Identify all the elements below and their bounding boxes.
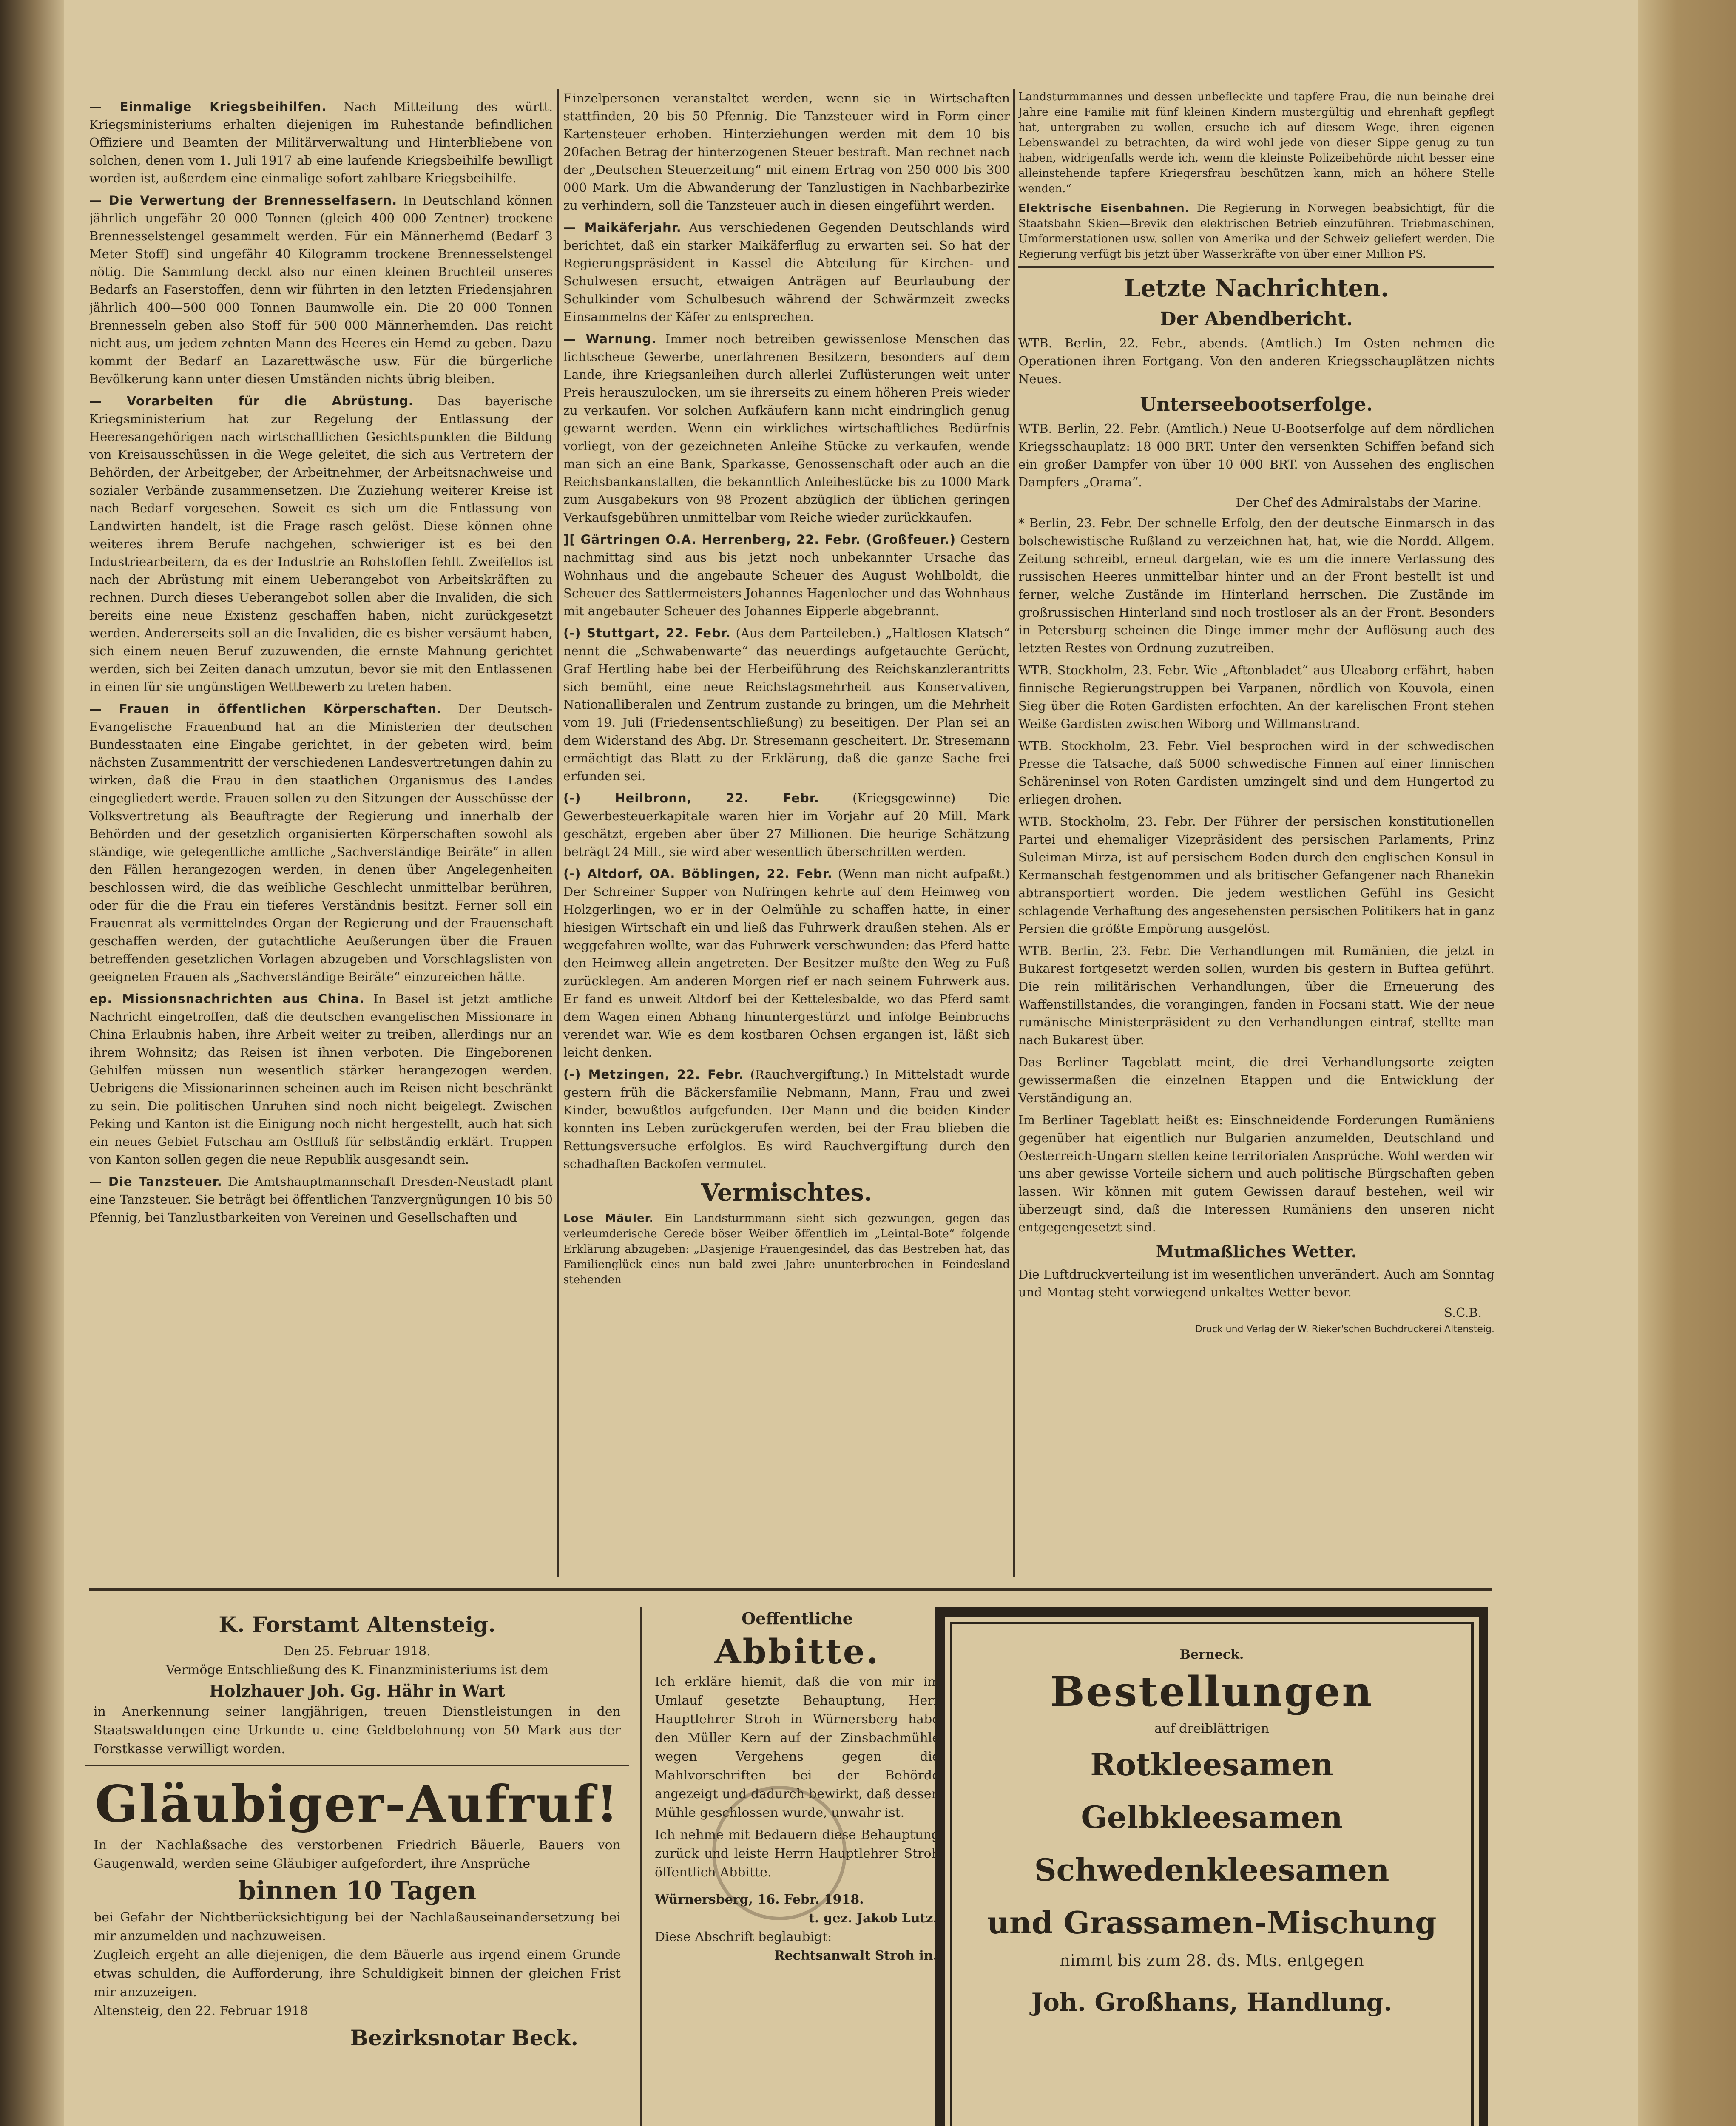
ad-signature: t. gez. Jakob Lutz. bbox=[809, 1911, 938, 1926]
ad-text: Ich nehme mit Bedauern diese Behauptung zurück und leiste Herrn Hauptlehrer Stroh öffentlich Abbitte. bbox=[655, 1828, 940, 1880]
ad-title: Abbitte. bbox=[714, 1631, 880, 1671]
article bbox=[563, 624, 1010, 785]
ad-text: In der Nachlaßsache des verstorbenen Friedrich Bäuerle, Bauers von Gaugenwald, werden seine Gläubiger aufgefordert, ihre Ansprüche bbox=[94, 1838, 621, 1871]
ad-certifier: Rechtsanwalt Stroh in. bbox=[774, 1948, 938, 1963]
column-2 bbox=[563, 89, 1010, 1437]
article: Das Berliner Tageblatt meint, die drei Verhandlungsorte zeigten gewissermaßen die einzelnen Etappen und die Entwicklung der Verständigung an. bbox=[1018, 1055, 1494, 1105]
article-text: Das bayerische Kriegsministerium hat zur Regelung der Entlassung der Heeresangehörigen nach wirtschaftlichen Gesichtspunkten die Bildung von Kreisausschüssen in die Wege geleitet, die sich aus Vertretern der Behörden, der Arbeitgeber, der Arbeitnehmer, der Arbeitsnachweise und sozialer Verbände zusammensetzen. Die Zuziehung weiterer Kreise ist nach Bedarf vorgesehen. Soweit es sich um die Entlassung von Landwirten handelt, ist die Frage rasch gelöst. Diese können ohne weiteres ihrem Berufe nachgehen, schwieriger ist es bei den Industriearbeitern, da es der Industrie an Rohstoffen fehlt. Zweifellos ist nach der Abrüstung mit einem Ueberangebot von Arbeitskräften zu rechnen. Durch dieses Ueberangebot sollen aber die Invaliden, die sich bereits eine neue Existenz geschaffen haben, nicht zurückgesetzt werden. Andererseits soll an die Invaliden, die es bisher versäumt haben, sich einem neuen Beruf zuzuwenden, die ernste Mahnung gerichtet werden, sich bei Zeiten danach umzutun, bevor sie mit den Entlassenen in einen für sie ungünstigen Wettbewerb zu treten haben. bbox=[89, 394, 553, 694]
article-lead: (-) Stuttgart, 22. Febr. bbox=[563, 626, 731, 640]
article-text: Die Regierung in Norwegen beabsichtigt, für die Staatsbahn Skien—Brevik den elektrischen Betrieb einzuführen. Triebmaschinen, Umformerstationen usw. sollen von Amerika und der Schweiz geliefert werden. Die Regierung verfügt bis jetzt über Wasserkräfte von über einer Million PS. bbox=[1018, 202, 1494, 261]
column-1 bbox=[89, 98, 553, 1577]
article bbox=[89, 191, 553, 388]
article bbox=[563, 1066, 1010, 1173]
ad-deadline: binnen 10 Tagen bbox=[238, 1876, 477, 1906]
article-signature: Der Chef des Admiralstabs der Marine. bbox=[1236, 495, 1482, 510]
ad-subtitle: auf dreiblättrigen bbox=[1154, 1721, 1269, 1736]
article-text: Gestern nachmittag sind aus bis jetzt noch unbekannter Ursache das Wohnhaus und die angebaute Scheuer des August Wohlboldt, die Scheuer des Sattlermeisters Johannes Hagenlocher und das Wohnhaus mit angebauter Scheuer des Johannes Eipperle abgebrannt. bbox=[563, 532, 1010, 618]
column-rule bbox=[1013, 89, 1015, 1577]
article-lead: (-) Heilbronn, 22. Febr. bbox=[563, 791, 819, 805]
ad-separator bbox=[640, 1607, 642, 2126]
ad-text: Vermöge Entschließung des K. Finanzministeriums ist dem bbox=[165, 1663, 549, 1677]
ads-rule bbox=[89, 1588, 1492, 1591]
article-text: (Aus dem Parteileben.) „Haltlosen Klatsch“ nennt die „Schwabenwarte“ das neuerdings aufgetauchte Gerücht, Graf Hertling habe bei der Herbeiführung des Reichskanzlerantritts sich bemüht, eine neue Reichstagsmehrheit aus Konservativen, Nationalliberalen und Zentrum zustande zu bringen, um die Mehrheit vom 19. Juli (Friedensentschließung) zu beseitigen. Der Plan sei an dem Widerstand des Abg. Dr. Stresemann gescheitert. Dr. Stresemann ermächtigt das Blatt zu der Erklärung, daß die ganze Sache frei erfunden sei. bbox=[563, 626, 1010, 783]
article-lead: ep. Missionsnachrichten aus China. bbox=[89, 992, 365, 1006]
ad-abbitte bbox=[648, 1607, 946, 2126]
article: Im Berliner Tageblatt heißt es: Einschneidende Forderungen Rumäniens gegenüber hat eigentlich nur Bulgarien anzumelden, Deutschland und Oesterreich-Ungarn stellen keine territorialen Ansprüche. Wohl werden wir uns aber gewisse Vorteile sichern und auch politische Bürgschaften geben lassen. Wir können mit gutem Gewissen darauf bestehen, weil wir überzeugt sind, daß die Interessen Rumäniens den unseren nicht entgegengesetzt sind. bbox=[1018, 1113, 1494, 1234]
article-lead: (-) Metzingen, 22. Febr. bbox=[563, 1067, 744, 1082]
article-lead: Lose Mäuler. bbox=[563, 1212, 654, 1225]
article-text: Der Deutsch-Evangelische Frauenbund hat an die Ministerien der deutschen Bundesstaaten eine Eingabe gerichtet, in der gebeten wird, beim nächsten Zusammentritt der verschiedenen Landesvertretungen dahin zu wirken, daß die Frau in den staatlichen Organismus des Landes eingegliedert werde. Frauen sollen zu den Sitzungen der Ausschüsse der Volksvertretung als Beauftragte der Regierung und innerhalb der Behörden und der gesetzlich organisierten Körperschaften sowohl als ständige, wie gelegentliche amtliche „Sachverständige Beiräte“ in allen den Fällen herangezogen werden, in denen über Angelegenheiten beschlossen wird, die das weibliche Geschlecht unmittelbar berühren, oder für die die Frau ein tieferes Verständnis besitzt. Ferner soll ein Frauenrat als vermittelndes Organ der Regierung und der Frauenschaft geschaffen werden, der gutachtliche Aeußerungen über die Frauen betreffenden gesetzlichen Vorlagen abzugeben und Vorschlagslisten von geeigneten Frauen als „Sachverständige Beiräte“ einzureichen hätte. bbox=[89, 702, 553, 984]
article-lead: — Frauen in öffentlichen Körperschaften. bbox=[89, 702, 442, 716]
article bbox=[89, 98, 553, 187]
article bbox=[89, 990, 553, 1168]
article-lead: Elektrische Eisenbahnen. bbox=[1018, 202, 1190, 215]
ad-kicker: Oeffentliche bbox=[742, 1609, 853, 1628]
ad-place-date: Würnersberg, 16. Febr. 1918. bbox=[655, 1892, 864, 1907]
article-lead: — Einmalige Kriegsbeihilfen. bbox=[89, 99, 327, 114]
article: WTB. Stockholm, 23. Febr. Viel besprochen wird in der schwedischen Presse die Tatsache, daß 5000 schwedische Finnen auf einer finnischen Schäreninsel von Roten Gardisten umzingelt sind und dem Hungertod zu erliegen drohen. bbox=[1018, 739, 1494, 807]
article-text: In Deutschland können jährlich ungefähr 20 000 Tonnen (gleich 400 000 Zentner) trockene Brennesselstengel gesammelt werden. Für ein Männerhemd (Bedarf 3 Meter Stoff) sind ungefähr 40 Kilogramm trockene Brennesselstengel nötig. Die Sammlung deckt also nur einen kleinen Bruchteil unseres Bedarfs an Faserstoffen, denn wir führten in den letzten Friedensjahren jährlich 400—500 000 Tonnen Baumwolle ein. Die 20 000 Tonnen Brennesseln geben also Stoff für 500 000 Männerhemden. Das reicht nicht aus, um jedem zehnten Mann des Heeres ein Hemd zu geben. Dazu kommt der Bedarf an Lazarettwäsche usw. Für die bürgerliche Bevölkerung kann unter diesen Umständen nichts übrig bleiben. bbox=[89, 193, 553, 386]
ad-signature: Joh. Großhans, Handlung. bbox=[1031, 1988, 1392, 2017]
article-text: (Wenn man nicht aufpaßt.) Der Schreiner Supper von Nufringen kehrte auf dem Heimweg von Holzgerlingen, wo er in der Oelmühle zu schaffen hatte, in einer hiesigen Wirtschaft ein und ließ das Fuhrwerk draußen stehen. Als er weggefahren wollte, war das Fuhrwerk verschwunden: das Pferd hatte den Heimweg allein angetreten. Der Besitzer mußte den Weg zu Fuß zurücklegen. Am anderen Morgen rief er nach seinem Fuhrwerk aus. Er fand es unweit Altdorf bei der Kettelesbalde, wo das Pferd samt dem Wagen einen Abhang hinuntergestürzt und infolge Beinbruchs verendet war. Wie es dem kostbaren Ochsen ergangen ist, läßt sich leicht denken. bbox=[563, 867, 1010, 1060]
official-stamp bbox=[712, 1786, 847, 1920]
article bbox=[563, 1211, 1010, 1288]
article: WTB. Berlin, 22. Febr. (Amtlich.) Neue U-Bootserfolge auf dem nördlichen Kriegsschauplatz: 18 000 BRT. Unter den versenkten Schiffen befand sich ein großer Dampfer von über 10 000 BRT. von Aussehen des englischen Dampfers „Orama“. bbox=[1018, 421, 1494, 489]
article: WTB. Stockholm, 23. Febr. Der Führer der persischen konstitutionellen Partei und ehemaliger Vizepräsident des persischen Parlaments, Prinz Suleiman Mirza, ist auf persischem Boden durch den englischen Konsul in Kermanschah festgenommen und als britischer Gefangener nach Rhanekin abtransportiert worden. Die jedem westlichen Gefühl ins Gesicht schlagende Verhaftung des angesehensten persischen Politikers hat in ganz Persien die größte Empörung ausgelöst. bbox=[1018, 814, 1494, 936]
article: * Berlin, 23. Febr. Der schnelle Erfolg, den der deutsche Einmarsch in das bolschewistische Rußland zu verzeichnen hat, hat, wie die Nordd. Allgem. Zeitung schreibt, erneut dargetan, wie es um die innere Verfassung des russischen Heeres unmittelbar hinter und an der Front bestellt ist und ferner, welche Zustände im Hinterland herrschen. Die Zustände im großrussischen Hinterland sind noch trostloser als an der Front. Besonders in Petersburg scheinen die Dinge immer mehr der Auflösung auch des letzten Restes von Ordnung zuzutreiben. bbox=[1018, 516, 1494, 655]
binding-shadow bbox=[0, 0, 64, 2126]
section-vermischtes bbox=[563, 1211, 1010, 1288]
colophon: Druck und Verlag der W. Rieker'schen Buchdruckerei Altensteig. bbox=[1195, 1324, 1494, 1335]
ad-text: Ich erkläre hiemit, daß die von mir im Umlauf gesetzte Behauptung, Herr Hauptlehrer Stroh in Würnersberg habe den Müller Kern auf der Zinsbachmühle wegen Vergehens gegen die Mahlvorschriften bei der Behörde angezeigt und dadurch bewirkt, daß dessen Mühle geschlossen wurde, unwahr ist. bbox=[655, 1674, 940, 1820]
article bbox=[563, 789, 1010, 861]
ad-date: Den 25. Februar 1918. bbox=[284, 1644, 431, 1659]
ad-content bbox=[965, 1637, 1458, 2126]
article-text: (Rauchvergiftung.) In Mittelstadt wurde gestern früh die Bäckersfamilie Nebmann, Mann, Frau und zwei Kinder, bewußtlos aufgefunden. Der Mann und die beiden Kinder konnten ins Leben zurückgerufen werden, bei der Frau blieben die Rettungsversuche erfolglos. Es wird Rauchvergiftung durch den schadhaften Backofen vermutet. bbox=[563, 1067, 1010, 1171]
article-lead: — Maikäferjahr. bbox=[563, 220, 682, 235]
ad-note: nimmt bis zum 28. ds. Mts. entgegen bbox=[1060, 1951, 1364, 1970]
article-text: Ein Landsturmmann sieht sich gezwungen, gegen das verleumderische Gerede böser Weiber öffentlich im „Leintal-Bote“ folgende Erklärung abzugeben: „Dasjenige Frauengesindel, das das Bestreben hat, das Familienglück eines nun bald zwei Jahre ununterbrochen in Feindesland stehenden bbox=[563, 1212, 1010, 1286]
ad-item: Rotkleesamen bbox=[1090, 1746, 1333, 1782]
ad-place: Berneck. bbox=[1179, 1647, 1244, 1662]
ad-text: Zugleich ergeht an alle diejenigen, die dem Bäuerle aus irgend einem Grunde etwas schulden, die Aufforderung, ihre Schuldigkeit binnen der gleichen Frist mir anzuzeigen. bbox=[94, 1947, 621, 2000]
ad-item: und Grassamen-Mischung bbox=[987, 1904, 1437, 1941]
page-edge bbox=[1638, 0, 1736, 2126]
article: WTB. Berlin, 23. Febr. Die Verhandlungen mit Rumänien, die jetzt in Bukarest fortgesetzt werden sollen, wurden bis gestern in Buftea geführt. Die rein militärischen Verhandlungen, über die Erneuerung des Waffenstillstandes, die vorangingen, fanden in Focsani statt. Wie der neue rumänische Ministerpräsident zu den Verhandlungen eintraf, stellte man nach Bukarest über. bbox=[1018, 944, 1494, 1047]
article-lead: — Vorarbeiten für die Abrüstung. bbox=[89, 394, 414, 408]
ad-title: Bestellungen bbox=[1050, 1668, 1374, 1716]
ad-bestellungen bbox=[935, 1607, 1488, 2126]
ad-item: Schwedenkleesamen bbox=[1034, 1852, 1389, 1888]
subheading-unterseeboote: Unterseebootserfolge. bbox=[1140, 394, 1373, 415]
article: WTB. Stockholm, 23. Febr. Wie „Aftonbladet“ aus Uleaborg erfährt, haben finnische Regierungstruppen bei Varpanen, nördlich von Kouvola, einen Sieg über die Roten Gardisten erfochten. An der karelischen Front stehen Weiße Gardisten zwischen Wiborg und Willmanstrand. bbox=[1018, 663, 1494, 731]
article-text: Nach Mitteilung des württ. Kriegsministeriums erhalten diejenigen im Ruhestande befindlichen Offiziere und Beamten der Militärverwaltung und Hinterbliebene von solchen, denen vom 1. Juli 1917 ab eine laufende Kriegsbeihilfe bewilligt worden ist, außerdem eine einmalige sofort zahlbare Kriegsbeihilfe. bbox=[89, 99, 553, 185]
article bbox=[89, 392, 553, 696]
article-lead: — Die Tanzsteuer. bbox=[89, 1174, 222, 1189]
article-text: (Kriegsgewinne) Die Gewerbesteuerkapitale waren hier im Vorjahr auf 20 Mill. Mark geschätzt, ergeben aber über 27 Millionen. Die heurige Schätzung beträgt 24 Mill., sie wird aber wesentlich überschritten werden. bbox=[563, 791, 1010, 859]
article bbox=[563, 865, 1010, 1061]
ad-rule bbox=[85, 1765, 629, 1766]
ad-item: Gelbkleesamen bbox=[1081, 1799, 1343, 1835]
article bbox=[89, 1173, 553, 1226]
section-title-vermischtes: Vermischtes. bbox=[701, 1179, 872, 1207]
article-lead: ][ Gärtringen O.A. Herrenberg, 22. Febr. (Großfeuer.) bbox=[563, 532, 956, 547]
column-3 bbox=[1018, 89, 1494, 1569]
section-title-letzte-nachrichten: Letzte Nachrichten. bbox=[1124, 274, 1389, 302]
ad-signature: Bezirksnotar Beck. bbox=[350, 2025, 578, 2050]
article: WTB. Berlin, 22. Febr., abends. (Amtlich.) Im Osten nehmen die Operationen ihren Fortgang. Von den anderen Kriegsschauplätzen nichts Neues. bbox=[1018, 336, 1494, 386]
ad-text: in Anerkennung seiner langjährigen, treuen Dienstleistungen in den Staatswaldungen eine Urkunde u. eine Geldbelohnung von 50 Mark aus der Forstkasse verwilligt worden. bbox=[94, 1704, 621, 1757]
article-text: Aus verschiedenen Gegenden Deutschlands wird berichtet, daß ein starker Maikäferflug zu erwarten sei. So hat der Regierungspräsident in Kassel die Abteilung für Kirchen- und Schulwesen ersucht, etwaigen Anträgen auf Beurlaubung der Schulkinder vom Schulbesuch während der Schwärmzeit zwecks Einsammelns der Käfer zu entsprechen. bbox=[563, 220, 1010, 324]
article-text: In Basel ist jetzt amtliche Nachricht eingetroffen, daß die deutschen evangelischen Missionare in China Erlaubnis haben, ihre Arbeit weiter zu treiben, allerdings nur an ihrem Wohnsitz; das Reisen ist ihnen verboten. Die Eingeborenen Gehilfen müssen nun wesentlich stärker herangezogen werden. Uebrigens die Missionarinnen scheinen auch im Reisen nicht beschränkt zu sein. Die politischen Unruhen sind noch nicht beigelegt. Zwischen Peking und Kanton ist die Einigung noch nicht hergestellt, auch hat sich ein neues Gebiet Futschau am Ostfluß für selbständig erklärt. Truppen von Kanton sollen gegen die neue Republik ausgesandt sein. bbox=[89, 992, 553, 1167]
article-lead: — Die Verwertung der Brennesselfasern. bbox=[89, 193, 398, 207]
ad-forstamt bbox=[85, 1607, 629, 2126]
article bbox=[563, 330, 1010, 526]
article-text: Einzelpersonen veranstaltet werden, wenn sie in Wirtschaften stattfinden, 20 bis 50 Pfennig. Die Tanzsteuer wird in Form einer Kartensteuer erhoben. Hinterziehungen werden mit dem 10 bis 20fachen Betrag der hinterzogenen Steuer bestraft. Man rechnet nach der „Deutschen Steuerzeitung“ mit einem Ertrag von 250 000 bis 300 000 Mark. Um die Abwanderung der Tanzlustigen in Nachbarbezirke zu verhindern, soll die Tanzsteuer auch in diesen eingeführt werden. bbox=[563, 91, 1010, 213]
article bbox=[563, 531, 1010, 620]
ad-title: K. Forstamt Altensteig. bbox=[219, 1612, 496, 1637]
ad-certification: Diese Abschrift beglaubigt: bbox=[655, 1930, 832, 1944]
article-continued: Landsturmmannes und dessen unbefleckte und tapfere Frau, die nun beinahe drei Jahre eine Familie mit fünf kleinen Kindern mustergültig und ehrenhaft gepflegt hat, untergraben zu wollen, ersuche ich auf diesem Wege, ihren eigenen Lebenswandel zu betrachten, da wird wohl jede von dieser Sippe genug zu tun haben, widrigenfalls werde ich, wenn die kleinste Polizeibehörde nicht besser eine alleinstehende tapfere Kriegersfrau beschützen kann, mich an höhere Stelle wenden.“ bbox=[1018, 91, 1494, 195]
ad-place-date: Altensteig, den 22. Februar 1918 bbox=[94, 2004, 308, 2018]
section-rule bbox=[1018, 266, 1494, 268]
column-rule bbox=[557, 89, 559, 1577]
article-text: Immer noch betreiben gewissenlose Menschen das lichtscheue Gewerbe, unerfahrenen Besitzern, besonders auf dem Lande, ihre Kriegsanleihen durch allerlei Zuflüsterungen weit unter Preis herauszulocken, um sie ihrerseits zu einem höheren Preis wieder zu verkaufen. Vor solchen Aufkäufern kann nicht eindringlich genug gewarnt werden. Wenn ein wirkliches wirtschaftliches Bedürfnis vorliegt, von der gezeichneten Anleihe Stücke zu verkaufen, wende man sich an eine Bank, Sparkasse, Genossenschaft oder auch an die Reichsbankanstalten, die bekanntlich Anleihestücke bis zu 1000 Mark zum Ausgabekurs von 98 Prozent abzüglich der üblichen geringen Verkaufsgebühren unmittelbar vom Reiche wieder zurückkaufen. bbox=[563, 332, 1010, 525]
article bbox=[563, 219, 1010, 326]
article bbox=[1018, 201, 1494, 262]
weather-signature: S.C.B. bbox=[1444, 1305, 1482, 1320]
article-text: Die Amtshauptmannschaft Dresden-Neustadt plant eine Tanzsteuer. Sie beträgt bei öffentlichen Tanzvergnügungen 10 bis 50 Pfennig, bei Tanzlustbarkeiten von Vereinen und Gesellschaften und bbox=[89, 1174, 553, 1225]
subheading-weather: Mutmaßliches Wetter. bbox=[1156, 1242, 1357, 1261]
subheading-abendbericht: Der Abendbericht. bbox=[1160, 308, 1353, 330]
ad-headline: Gläubiger-Aufruf! bbox=[95, 1774, 619, 1833]
ad-text: Holzhauer Joh. Gg. Hähr in Wart bbox=[209, 1681, 505, 1700]
article bbox=[89, 700, 553, 986]
ad-text: bei Gefahr der Nichtberücksichtigung bei der Nachlaßauseinandersetzung bei mir anzumelden und nachzuweisen. bbox=[94, 1910, 621, 1944]
article bbox=[563, 89, 1010, 214]
weather-text: Die Luftdruckverteilung ist im wesentlichen unverändert. Auch am Sonntag und Montag steht vorwiegend unkaltes Wetter bevor. bbox=[1018, 1267, 1494, 1299]
article-lead: — Warnung. bbox=[563, 332, 657, 346]
article-lead: (-) Altdorf, OA. Böblingen, 22. Febr. bbox=[563, 867, 832, 881]
